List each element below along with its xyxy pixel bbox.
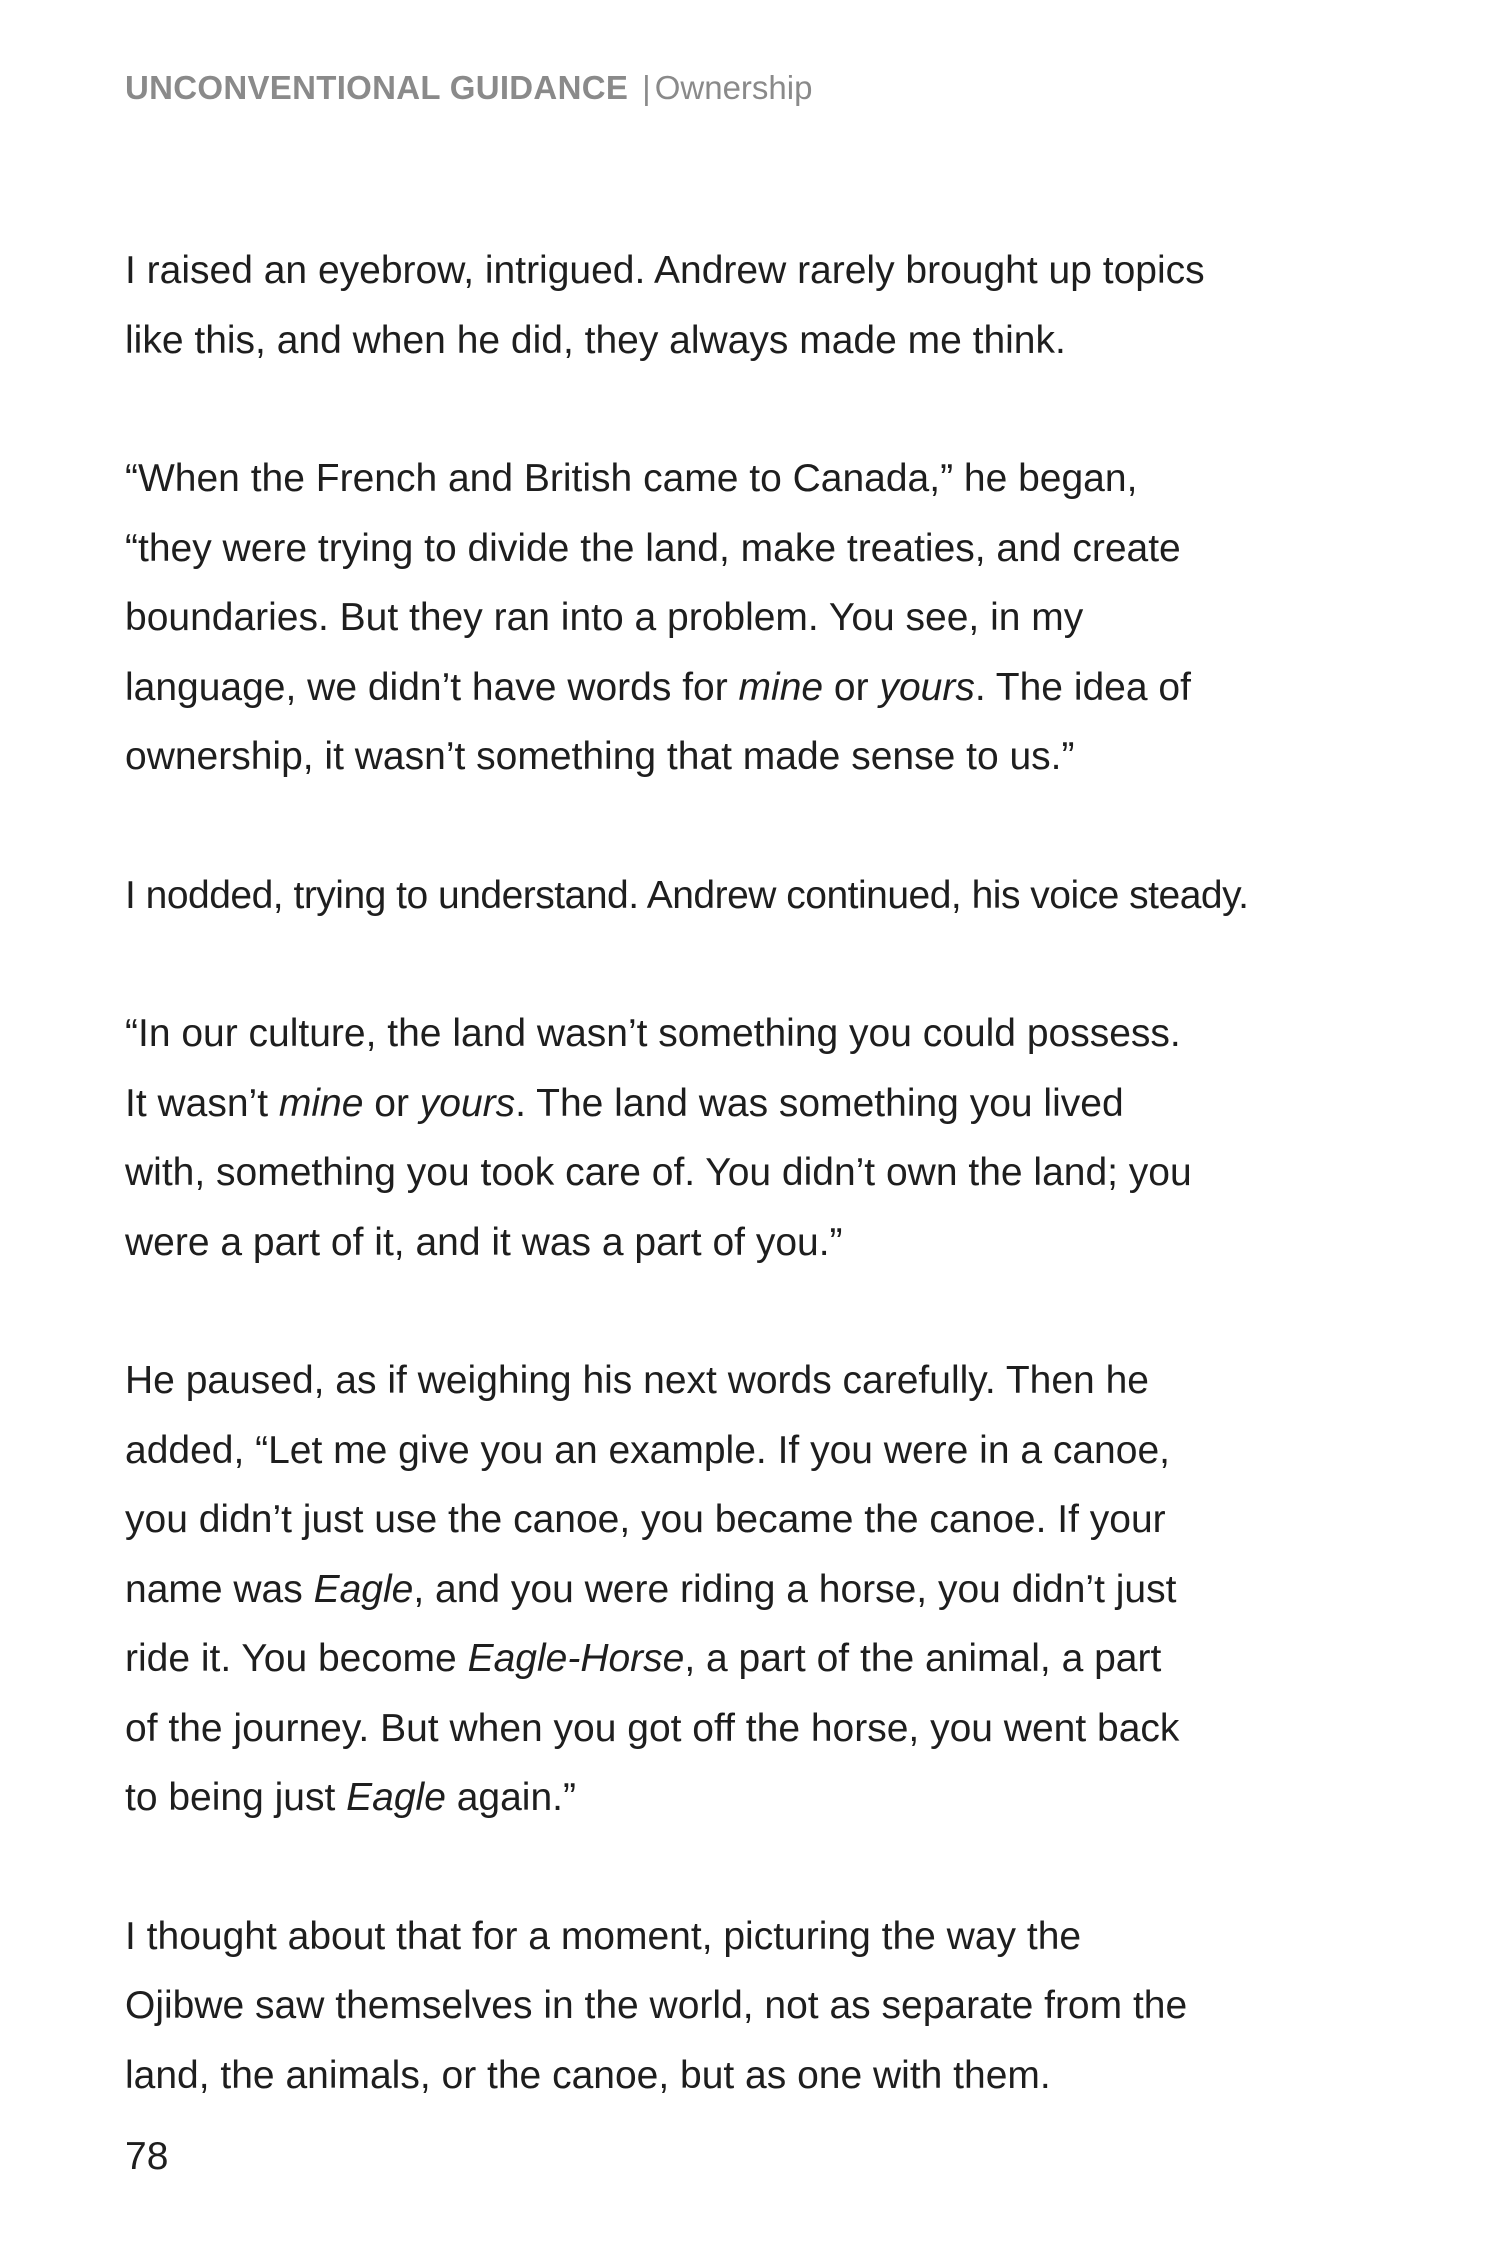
text-line — [125, 1624, 1355, 1694]
text-run: “In our culture, the land wasn’t something you could possess. — [125, 1012, 1181, 1055]
paragraph — [125, 236, 1355, 375]
italic-text: Eagle — [346, 1776, 446, 1819]
text-run: . The land was something you lived — [515, 1081, 1124, 1125]
text-run: language, we didn’t have words for — [125, 665, 739, 709]
italic-text: mine — [738, 665, 824, 709]
paragraph — [125, 999, 1355, 1277]
text-run: to being just — [125, 1776, 347, 1819]
text-run: added, “Let me give you an example. If you were in a canoe, — [125, 1428, 1170, 1472]
paragraph — [125, 1346, 1355, 1833]
paragraph — [125, 861, 1355, 931]
text-line — [125, 1069, 1355, 1139]
text-line — [125, 2041, 1355, 2111]
text-run: . The idea of — [974, 665, 1191, 709]
text-line — [125, 1485, 1355, 1555]
text-line — [125, 583, 1355, 653]
text-run: again.” — [445, 1776, 576, 1819]
paragraph — [125, 444, 1355, 792]
header-separator: | — [642, 69, 651, 106]
text-run: It wasn’t — [125, 1081, 279, 1125]
text-run: land, the animals, or the canoe, but as one with them. — [125, 2053, 1051, 2097]
book-title: UNCONVENTIONAL GUIDANCE — [125, 69, 629, 106]
text-line — [125, 722, 1355, 792]
text-run: of the journey. But when you got off the horse, you went back — [125, 1706, 1180, 1750]
text-run: I raised an eyebrow, intrigued. Andrew rarely brought up topics — [125, 249, 1205, 292]
text-run: “they were trying to divide the land, make treaties, and create — [125, 526, 1181, 570]
text-line — [125, 861, 1355, 931]
text-run: like this, and when he did, they always made me think. — [125, 318, 1066, 362]
text-line — [125, 999, 1355, 1069]
text-line — [125, 1902, 1355, 1972]
text-line — [125, 1763, 1355, 1833]
text-run: “When the French and British came to Canada,” he began, — [125, 457, 1138, 500]
text-run: were a part of it, and it was a part of you.” — [125, 1220, 843, 1264]
text-line — [125, 1208, 1355, 1278]
text-run: or — [823, 665, 880, 709]
chapter-title: Ownership — [654, 69, 813, 106]
body-text — [125, 236, 1355, 2179]
text-run: you didn’t just use the canoe, you became the canoe. If your — [125, 1498, 1166, 1541]
text-line — [125, 1416, 1355, 1486]
text-line — [125, 1555, 1355, 1625]
text-line — [125, 1346, 1355, 1416]
text-line — [125, 653, 1355, 723]
text-line — [125, 444, 1355, 514]
page-number: 78 — [125, 2135, 169, 2178]
text-run: He paused, as if weighing his next words carefully. Then he — [125, 1359, 1149, 1402]
italic-text: yours — [879, 665, 975, 709]
italic-text: Eagle-Horse — [467, 1637, 685, 1680]
text-line — [125, 1694, 1355, 1764]
text-run: boundaries. But they ran into a problem. You see, in my — [125, 596, 1084, 639]
paragraph — [125, 1902, 1355, 2111]
italic-text: mine — [278, 1081, 364, 1125]
text-run: , a part of the animal, a part — [684, 1637, 1162, 1680]
italic-text: Eagle — [313, 1567, 414, 1611]
text-run: with, something you took care of. You didn’t own the land; you — [125, 1151, 1192, 1194]
text-run: name was — [125, 1567, 314, 1611]
italic-text: yours — [419, 1081, 516, 1125]
text-run: , and you were riding a horse, you didn’t just — [413, 1567, 1177, 1611]
text-line — [125, 514, 1355, 584]
text-run: ownership, it wasn’t something that made sense to us.” — [125, 735, 1075, 778]
text-run: ride it. You become — [125, 1637, 468, 1680]
text-run: Ojibwe saw themselves in the world, not as separate from the — [125, 1984, 1188, 2027]
text-run: I nodded, trying to understand. Andrew continued, his voice steady. — [125, 873, 1249, 917]
text-line — [125, 1971, 1355, 2041]
text-run: I thought about that for a moment, picturing the way the — [125, 1914, 1082, 1958]
running-header — [125, 68, 812, 108]
text-line — [125, 1138, 1355, 1208]
text-line — [125, 236, 1355, 306]
text-run: or — [363, 1081, 420, 1125]
text-line — [125, 306, 1355, 376]
